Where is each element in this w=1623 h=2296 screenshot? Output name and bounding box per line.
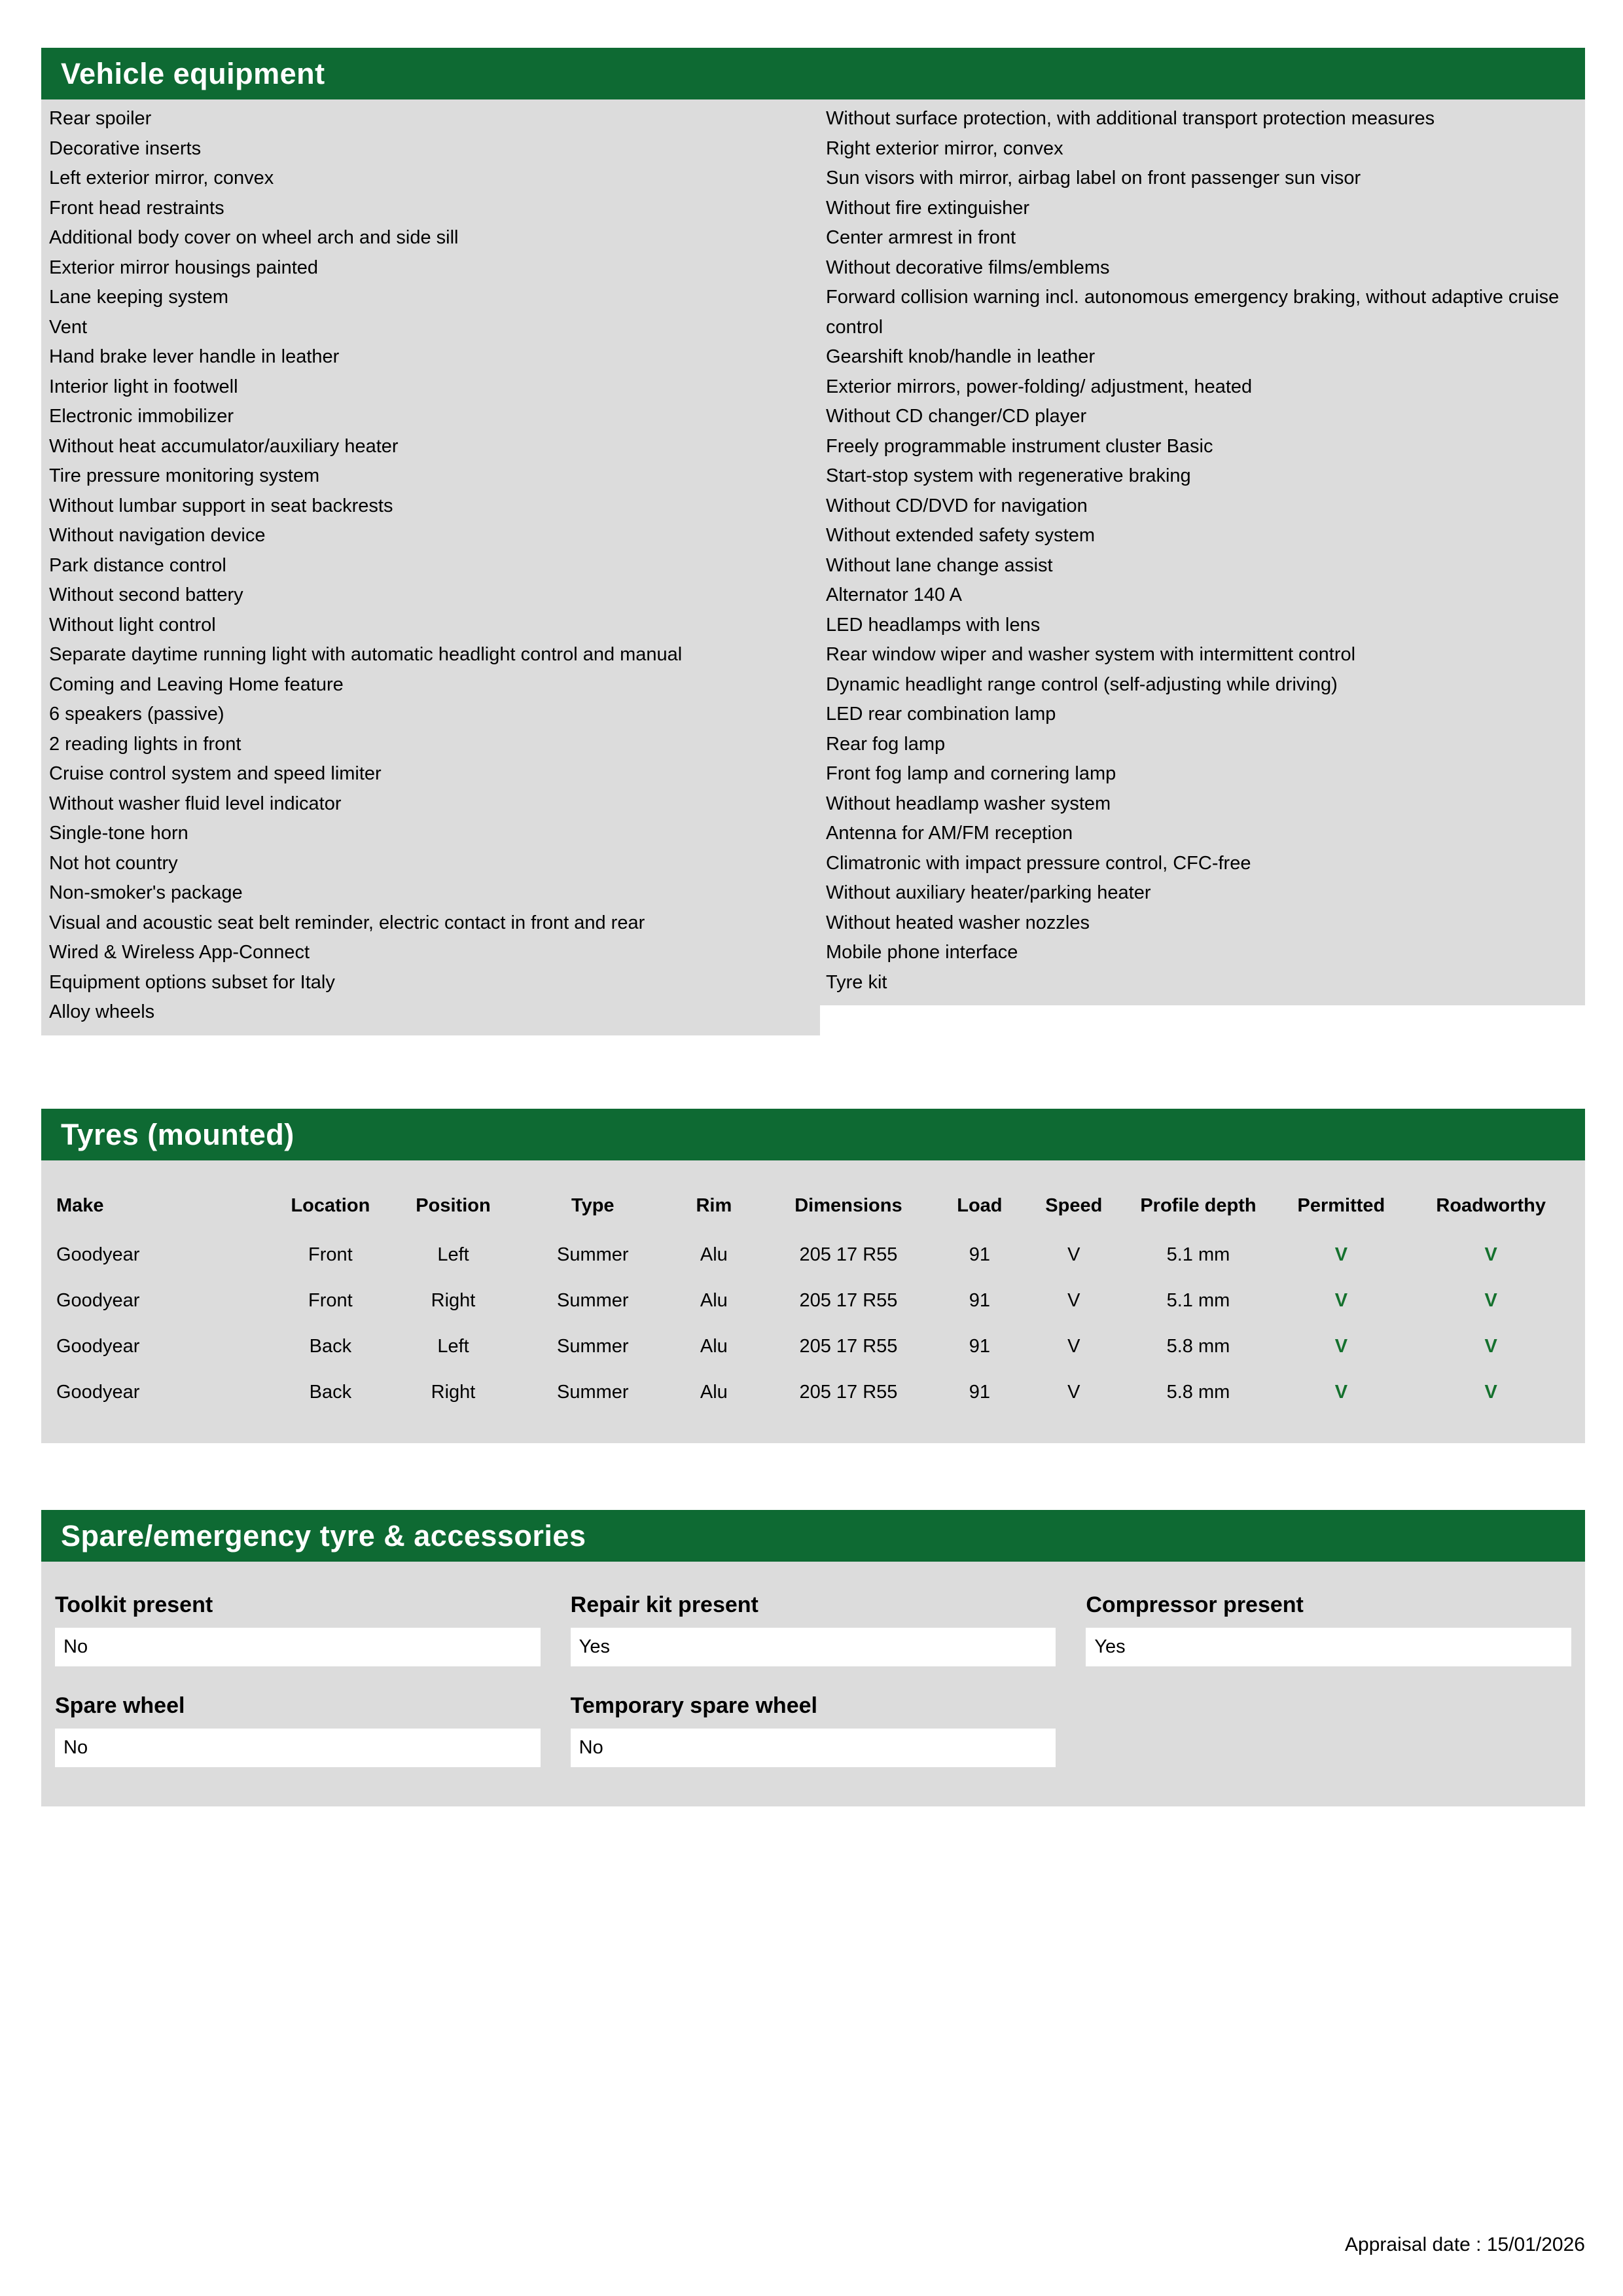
tyres-table [56, 1180, 1570, 1416]
tyres-column-header: Speed [1045, 1195, 1103, 1216]
equipment-item: Start-stop system with regenerative braking [826, 465, 1191, 486]
equipment-item: Without extended safety system [826, 525, 1096, 546]
equipment-item: Freely programmable instrument cluster Basic [826, 435, 1213, 457]
equipment-item: Left exterior mirror, convex [49, 168, 274, 188]
tyre-row [56, 1370, 1570, 1416]
tyre-rim: Alu [700, 1244, 728, 1265]
vehicle-equipment-title: Vehicle equipment [61, 57, 325, 90]
spare-field-value: Yes [571, 1628, 1056, 1666]
spare-field [571, 1693, 1056, 1767]
tyre-load-index: 91 [969, 1244, 990, 1265]
tyre-rim: Alu [700, 1290, 728, 1311]
tyre-make: Goodyear [56, 1336, 140, 1357]
equipment-item: Cruise control system and speed limiter [49, 763, 382, 784]
vehicle-equipment-section [41, 48, 1585, 1035]
equipment-item: Without lumbar support in seat backrests [49, 495, 393, 516]
tyre-dimensions: 205 17 R55 [799, 1244, 898, 1265]
equipment-item: Dynamic headlight range control (self-adjusting while driving) [826, 673, 1338, 695]
tyre-position: Left [437, 1244, 469, 1265]
tyre-profile-depth: 5.8 mm [1166, 1382, 1230, 1403]
tyre-make: Goodyear [56, 1290, 140, 1311]
tyres-column-header: Type [571, 1195, 615, 1216]
equipment-item: Without surface protection, with additional transport protection measures [826, 108, 1435, 129]
appraisal-date: Appraisal date : 15/01/2026 [1345, 2234, 1585, 2255]
equipment-item: Without lane change assist [826, 554, 1053, 576]
equipment-item: Rear spoiler [49, 108, 152, 129]
tyre-load-index: 91 [969, 1382, 990, 1403]
tyres-table-header-row [56, 1180, 1570, 1232]
equipment-item: Lane keeping system [49, 287, 229, 308]
tyres-column-header: Load [957, 1195, 1003, 1216]
spare-field-value: No [55, 1729, 541, 1767]
equipment-item: Climatronic with impact pressure control, CFC-free [826, 852, 1251, 874]
equipment-item: Right exterior mirror, convex [826, 137, 1063, 159]
spare-field [55, 1693, 541, 1767]
equipment-item: Sun visors with mirror, airbag label on front passenger sun visor [826, 168, 1361, 188]
tyre-speed-index: V [1067, 1244, 1080, 1265]
equipment-item: Without CD/DVD for navigation [826, 495, 1088, 516]
tyres-mounted-section [41, 1109, 1585, 1443]
tyre-permitted-check: V [1334, 1244, 1348, 1265]
equipment-item: Alloy wheels [49, 1001, 155, 1022]
tyre-location: Front [308, 1244, 353, 1265]
equipment-item: Decorative inserts [49, 137, 202, 159]
equipment-item: Front fog lamp and cornering lamp [826, 763, 1116, 784]
equipment-item: Wired & Wireless App-Connect [49, 942, 310, 963]
tyre-speed-index: V [1067, 1336, 1080, 1357]
equipment-item: Antenna for AM/FM reception [826, 823, 1073, 844]
equipment-item: Center armrest in front [826, 227, 1016, 248]
equipment-item: Without light control [49, 614, 216, 636]
equipment-item: Electronic immobilizer [49, 406, 234, 427]
tyres-column-header: Dimensions [794, 1195, 902, 1216]
tyre-row [56, 1278, 1570, 1324]
equipment-item: Without navigation device [49, 525, 266, 546]
equipment-item: Hand brake lever handle in leather [49, 346, 340, 367]
tyre-roadworthy-check: V [1484, 1336, 1497, 1357]
equipment-item: Without CD changer/CD player [826, 406, 1087, 427]
tyre-roadworthy-check: V [1484, 1290, 1497, 1311]
tyre-dimensions: 205 17 R55 [799, 1382, 898, 1403]
equipment-item: Mobile phone interface [826, 942, 1018, 963]
equipment-item: Forward collision warning incl. autonomous emergency braking, without adaptive cruise control [826, 287, 1560, 338]
equipment-item: 6 speakers (passive) [49, 704, 224, 725]
equipment-item: Park distance control [49, 554, 226, 576]
page-content [41, 48, 1585, 1806]
tyres-column-header: Roadworthy [1436, 1195, 1546, 1216]
equipment-item: Interior light in footwell [49, 376, 238, 397]
spare-field [571, 1592, 1056, 1666]
equipment-item: Additional body cover on wheel arch and side sill [49, 227, 459, 248]
tyre-permitted-check: V [1334, 1336, 1348, 1357]
equipment-item: Equipment options subset for Italy [49, 971, 335, 993]
spare-field-label: Repair kit present [570, 1592, 758, 1617]
equipment-item: Without second battery [49, 584, 243, 605]
spare-field-value: No [55, 1628, 541, 1666]
equipment-item: Coming and Leaving Home feature [49, 673, 344, 695]
equipment-item: Tyre kit [826, 971, 887, 993]
tyre-row [56, 1232, 1570, 1278]
equipment-item: Single-tone horn [49, 823, 188, 844]
tyre-permitted-check: V [1334, 1382, 1348, 1403]
tyres-column-header: Profile depth [1140, 1195, 1257, 1216]
spare-field-label: Spare wheel [55, 1693, 185, 1718]
vehicle-equipment-header-bar [41, 48, 1585, 99]
equipment-item: Visual and acoustic seat belt reminder, electric contact in front and rear [49, 912, 645, 933]
equipment-item: Rear window wiper and washer system with intermittent control [826, 644, 1356, 665]
tyres-column-header: Rim [696, 1195, 732, 1216]
tyre-position: Right [431, 1290, 476, 1311]
equipment-column-left [41, 99, 820, 1035]
spare-field-label: Temporary spare wheel [570, 1693, 817, 1718]
tyre-rim: Alu [700, 1336, 728, 1357]
tyre-type: Summer [557, 1336, 629, 1357]
spare-header-bar [41, 1510, 1585, 1562]
equipment-item: Without auxiliary heater/parking heater [826, 882, 1151, 903]
tyres-column-header: Make [56, 1195, 104, 1216]
tyre-position: Right [431, 1382, 476, 1403]
equipment-item: Without heated washer nozzles [826, 912, 1090, 933]
tyre-permitted-check: V [1334, 1290, 1348, 1311]
spare-tyre-section [41, 1510, 1585, 1806]
equipment-item: Without washer fluid level indicator [49, 793, 342, 814]
equipment-item: Without decorative films/emblems [826, 257, 1110, 278]
tyres-title: Tyres (mounted) [61, 1117, 294, 1151]
spare-field-value: Yes [1086, 1628, 1571, 1666]
tyre-make: Goodyear [56, 1382, 140, 1403]
tyre-location: Front [308, 1290, 353, 1311]
equipment-item: Without fire extinguisher [826, 197, 1030, 219]
equipment-item: Vent [49, 316, 88, 338]
equipment-item: LED rear combination lamp [826, 704, 1056, 725]
equipment-item: Non-smoker's package [49, 882, 243, 903]
tyre-row [56, 1324, 1570, 1370]
spare-field-label: Toolkit present [55, 1592, 213, 1617]
tyres-table-body [56, 1232, 1570, 1416]
spare-field-label: Compressor present [1086, 1592, 1304, 1617]
tyres-header-bar [41, 1109, 1585, 1160]
spare-field [55, 1592, 541, 1666]
tyre-dimensions: 205 17 R55 [799, 1290, 898, 1311]
tyre-type: Summer [557, 1382, 629, 1403]
equipment-item: Gearshift knob/handle in leather [826, 346, 1096, 367]
equipment-item: Exterior mirror housings painted [49, 257, 319, 278]
equipment-item: Separate daytime running light with automatic headlight control and manual [49, 644, 683, 665]
equipment-column-right [820, 99, 1585, 1005]
equipment-item: Front head restraints [49, 197, 224, 219]
tyre-dimensions: 205 17 R55 [799, 1336, 898, 1357]
tyre-profile-depth: 5.8 mm [1166, 1336, 1230, 1357]
spare-title: Spare/emergency tyre & accessories [61, 1518, 586, 1552]
equipment-item: LED headlamps with lens [826, 614, 1041, 636]
equipment-item: Rear fog lamp [826, 733, 946, 755]
tyre-load-index: 91 [969, 1290, 990, 1311]
equipment-item: Not hot country [49, 852, 178, 874]
spare-fields-grid [55, 1592, 1571, 1767]
tyre-type: Summer [557, 1290, 629, 1311]
tyre-profile-depth: 5.1 mm [1166, 1244, 1230, 1265]
equipment-columns [41, 99, 1585, 1035]
tyres-table-wrap [41, 1160, 1585, 1443]
tyres-column-header: Permitted [1297, 1195, 1385, 1216]
tyres-column-header: Position [416, 1195, 491, 1216]
tyre-location: Back [309, 1336, 352, 1357]
spare-field [1086, 1592, 1571, 1666]
tyre-roadworthy-check: V [1484, 1244, 1497, 1265]
equipment-item: Without heat accumulator/auxiliary heater [49, 435, 399, 457]
equipment-item: Without headlamp washer system [826, 793, 1111, 814]
equipment-item: Alternator 140 A [826, 584, 962, 605]
tyre-speed-index: V [1067, 1290, 1080, 1311]
tyre-load-index: 91 [969, 1336, 990, 1357]
tyre-type: Summer [557, 1244, 629, 1265]
spare-body [41, 1562, 1585, 1806]
tyre-make: Goodyear [56, 1244, 140, 1265]
tyre-profile-depth: 5.1 mm [1166, 1290, 1230, 1311]
tyre-rim: Alu [700, 1382, 728, 1403]
equipment-item: Tire pressure monitoring system [49, 465, 320, 486]
tyre-roadworthy-check: V [1484, 1382, 1497, 1403]
equipment-item: Exterior mirrors, power-folding/ adjustment, heated [826, 376, 1253, 397]
tyre-speed-index: V [1067, 1382, 1080, 1403]
spare-field-value: No [571, 1729, 1056, 1767]
equipment-item: 2 reading lights in front [49, 733, 241, 755]
tyres-column-header: Location [291, 1195, 370, 1216]
tyre-location: Back [309, 1382, 352, 1403]
tyre-position: Left [437, 1336, 469, 1357]
